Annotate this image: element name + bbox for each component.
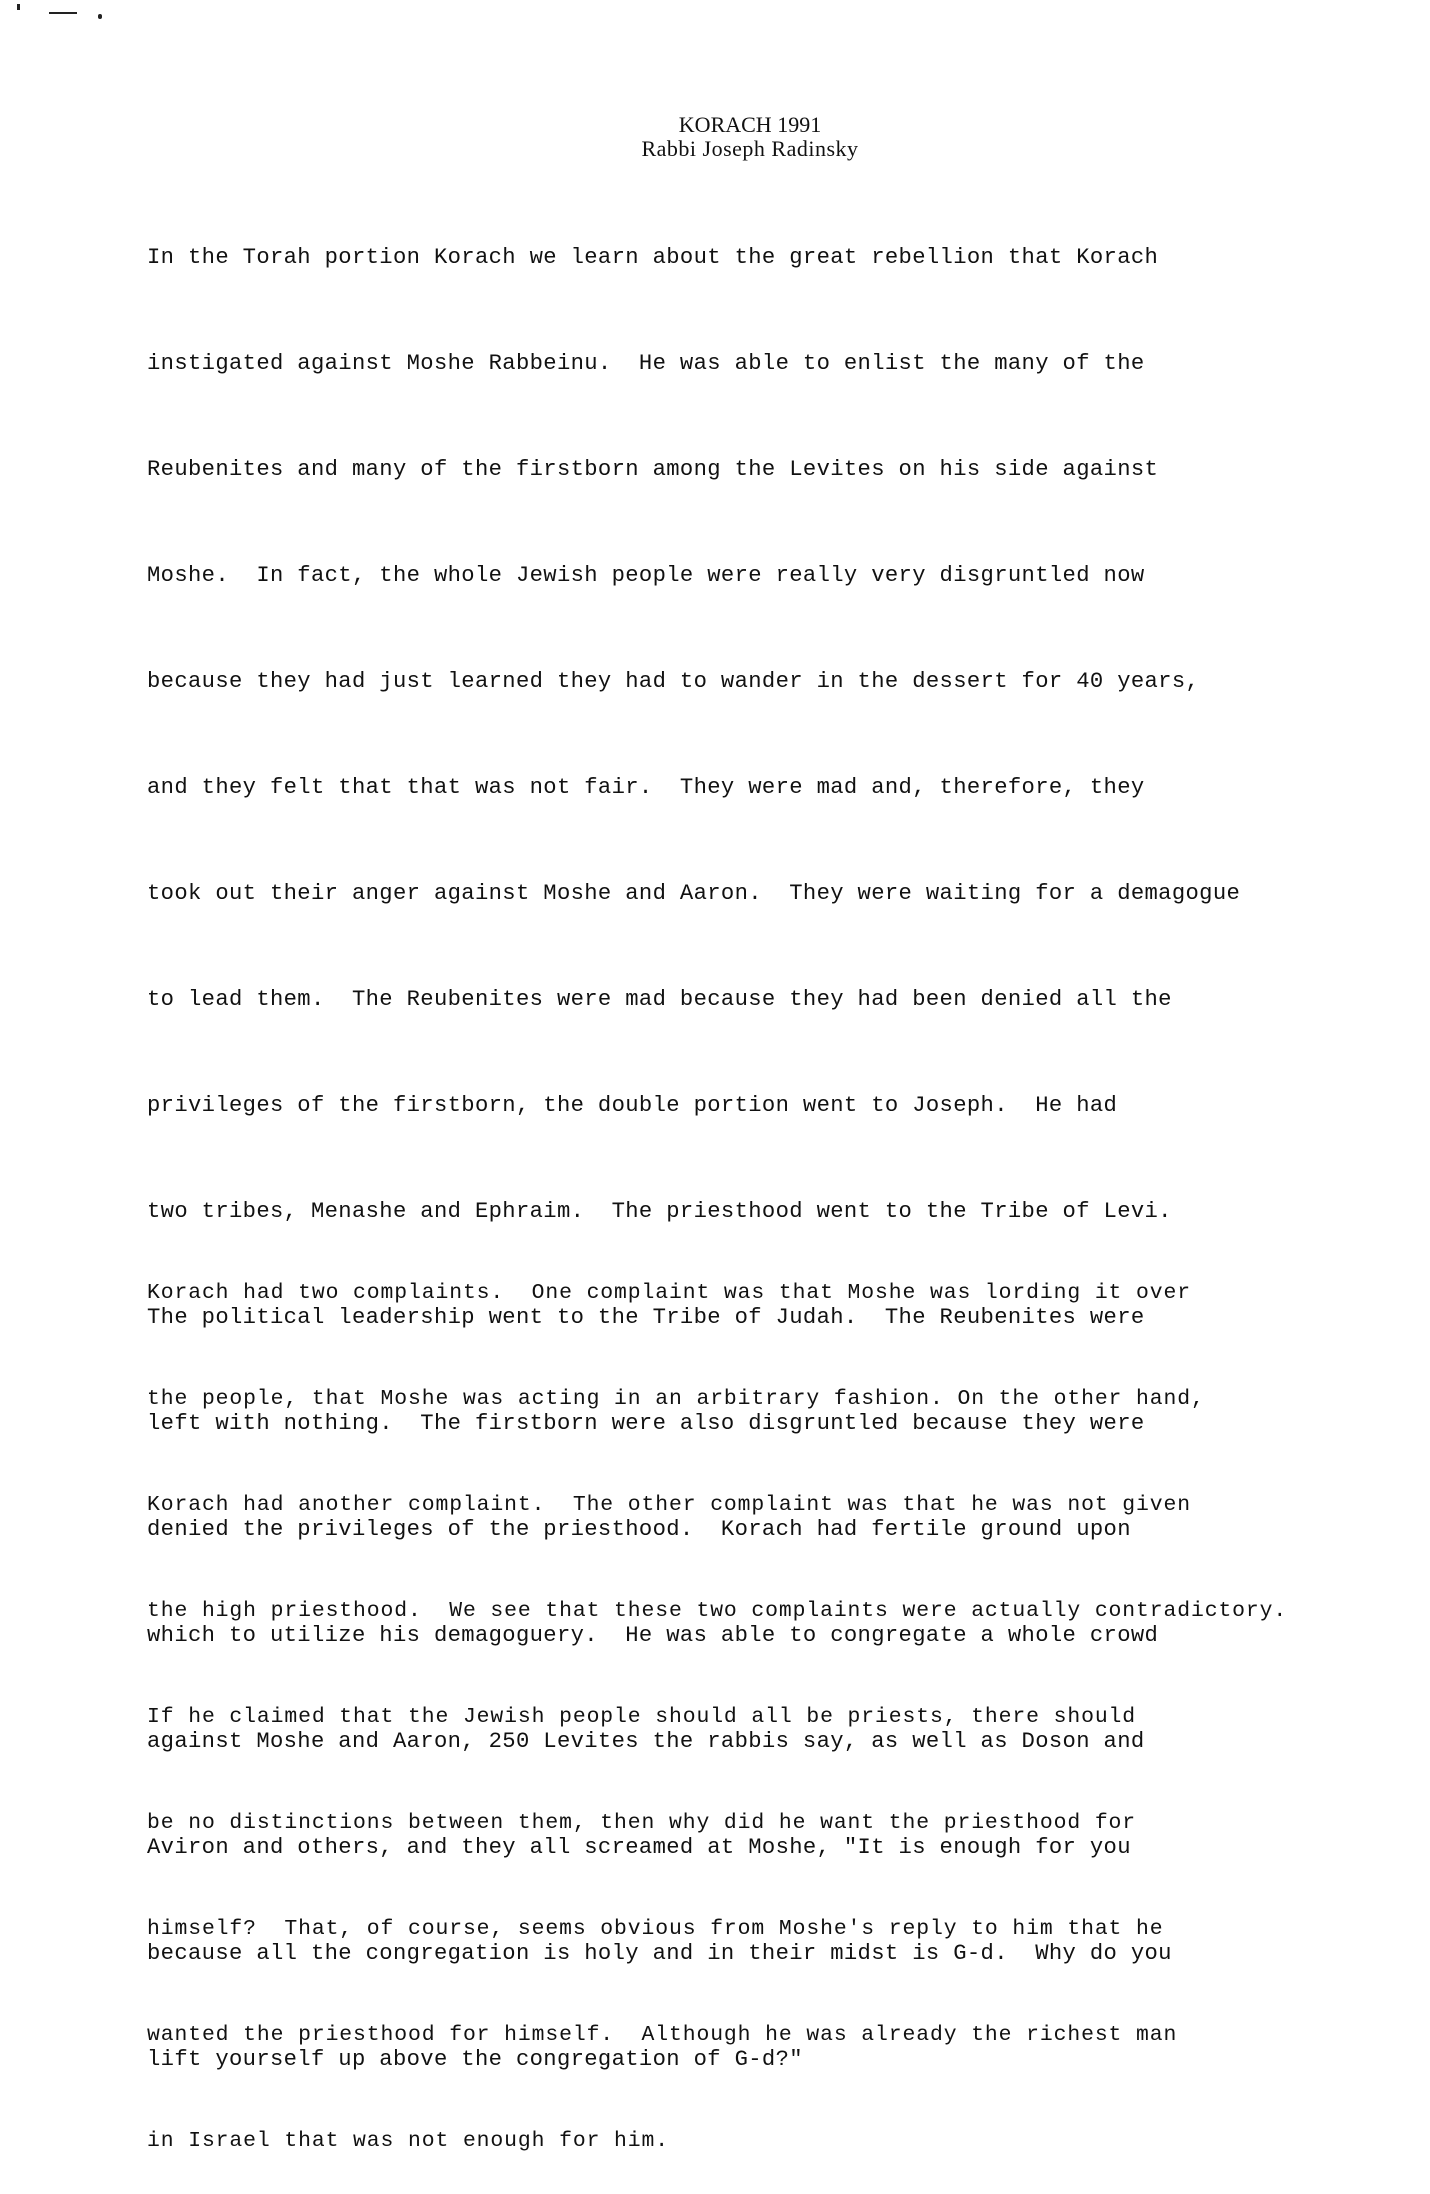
text-line: which to utilize his demagoguery. He was able to congregate a whole crowd (147, 1623, 1159, 1648)
text-line: privileges of the firstborn, the double portion went to Joseph. He had (147, 1093, 1118, 1118)
scan-speck (98, 14, 102, 19)
scan-artifacts (0, 0, 120, 30)
text-line: the people, that Moshe was acting in an arbitrary fashion. On the other hand, (147, 1387, 1205, 1411)
text-line: two tribes, Menashe and Ephraim. The priesthood went to the Tribe of Levi. (147, 1199, 1172, 1224)
text-line: instigated against Moshe Rabbeinu. He was able to enlist the many of the (147, 351, 1145, 376)
text-line: Korach had another complaint. The other complaint was that he was not given (147, 1493, 1191, 1517)
text-line: lift yourself up above the congregation of G-d?" (147, 2047, 803, 2072)
scan-dash (49, 12, 77, 14)
text-line: against Moshe and Aaron, 250 Levites the rabbis say, as well as Doson and (147, 1729, 1145, 1754)
document-author: Rabbi Joseph Radinsky (641, 136, 859, 161)
text-line: If he claimed that the Jewish people should all be priests, there should (147, 1705, 1137, 1729)
text-line: be no distinctions between them, then why did he want the priesthood for (147, 1811, 1137, 1835)
text-line: to lead them. The Reubenites were mad because they had been denied all the (147, 987, 1172, 1012)
scan-speck (17, 4, 20, 10)
text-line: left with nothing. The firstborn were also disgruntled because they were (147, 1411, 1145, 1436)
text-line: himself? That, of course, seems obvious from Moshe's reply to him that he (147, 1917, 1164, 1941)
text-line: in Israel that was not enough for him. (147, 2129, 669, 2153)
text-line: Reubenites and many of the firstborn among the Levites on his side against (147, 457, 1159, 482)
text-line: because all the congregation is holy and in their midst is G-d. Why do you (147, 1941, 1172, 1966)
text-line: Moshe. In fact, the whole Jewish people were really very disgruntled now (147, 563, 1145, 588)
text-line: Aviron and others, and they all screamed at Moshe, "It is enough for you (147, 1835, 1131, 1860)
text-line: wanted the priesthood for himself. Although he was already the richest man (147, 2023, 1178, 2047)
text-line: The political leadership went to the Tribe of Judah. The Reubenites were (147, 1305, 1145, 1330)
text-line: denied the privileges of the priesthood. Korach had fertile ground upon (147, 1517, 1131, 1542)
text-line: because they had just learned they had to wander in the dessert for 40 years, (147, 669, 1200, 694)
paragraph-2 (147, 1215, 1297, 2194)
text-line: and they felt that that was not fair. They were mad and, therefore, they (147, 775, 1145, 800)
document-header (0, 113, 1430, 161)
text-line: the high priesthood. We see that these two complaints were actually contradictory. (147, 1599, 1288, 1623)
document-title: KORACH 1991 (678, 112, 822, 137)
text-line: Korach had two complaints. One complaint was that Moshe was lording it over (147, 1281, 1191, 1305)
text-line: took out their anger against Moshe and Aaron. They were waiting for a demagogue (147, 881, 1241, 906)
text-line: In the Torah portion Korach we learn about the great rebellion that Korach (147, 245, 1159, 270)
